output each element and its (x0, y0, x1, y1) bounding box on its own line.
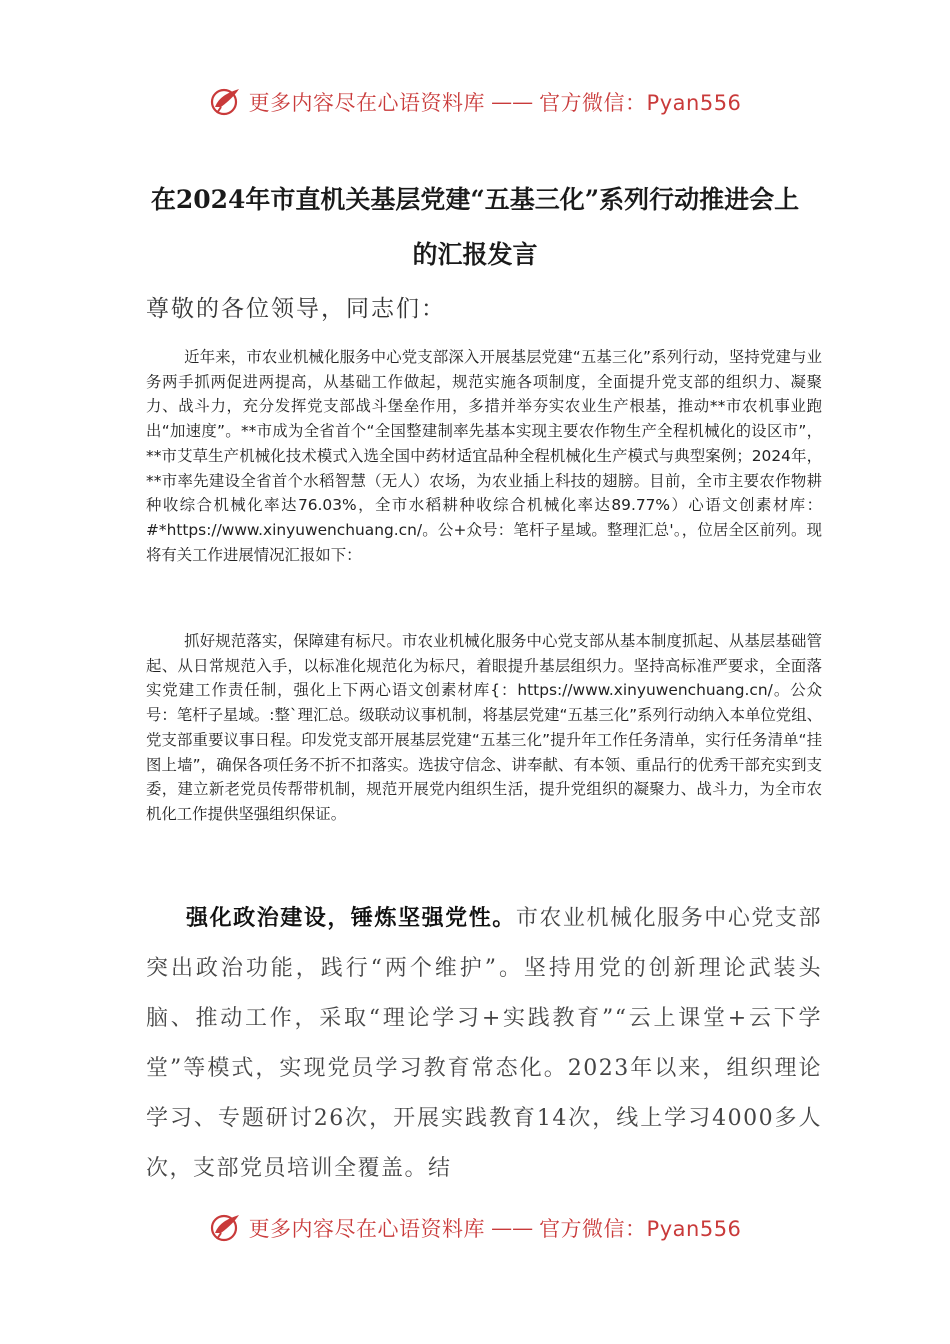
pen-logo-icon (209, 85, 243, 119)
banner-wechat: 官方微信：Pyan556 (539, 91, 742, 115)
header-banner (0, 82, 950, 122)
paragraph-standards (146, 629, 822, 827)
document-title: 在2024年市直机关基层党建“五基三化”系列行动推进会上的汇报发言 (150, 185, 800, 269)
banner-wechat: 官方微信：Pyan556 (539, 1217, 742, 1241)
paragraph-intro-text: 近年来，市农业机械化服务中心党支部深入开展基层党建“五基三化”系列行动，坚持党建与业务两手抓两促进两提高，从基础工作做起，规范实施各项制度，全面提升党支部的组织力、凝聚力、战斗力，充分发挥党支部战斗堡垒作用，多措并举夯实农业生产根基，推动**市农机事业跑出“加速度”。**市成为全省首个“全国整建制率先基本实现主要农作物生产全程机械化的设区市”，**市艾草生产机械化技术模式入选全国中药材适宜品种全程机械化生产模式与典型案例；2024年，**市率先建设全省首个水稻智慧（无人）农场，为农业插上科技的翅膀。目前，全市主要农作物耕种收综合机械化率达76.03%，全市水稻耕种收综合机械化率达89.77%）心语文创素材库：#*https://www.xinyuwenchuang.cn/。公+众号：笔杆子星域。整理汇总'。，位居全区前列。现将有关工作进展情况汇报如下： (146, 348, 822, 564)
salutation: 尊敬的各位领导，同志们： (146, 296, 446, 322)
paragraph-political-lead: 强化政治建设，锤炼坚强党性。 (186, 905, 516, 931)
banner-brand: 更多内容尽在心语资料库 (248, 1217, 486, 1241)
pen-logo-icon (209, 1211, 243, 1245)
paragraph-standards-text: 抓好规范落实，保障建有标尺。市农业机械化服务中心党支部从基本制度抓起、从基层基础管起、从日常规范入手，以标准化规范化为标尺，着眼提升基层组织力。坚持高标准严要求，全面落实党建工作责任制，强化上下两心语文创素材库{：https://www.xinyuwenchuang.cn/。公众号：笔杆子星域。:整`理汇总。级联动议事机制，将基层党建“五基三化”系列行动纳入本单位党组、党支部重要议事日程。印发党支部开展基层党建“五基三化”提升年工作任务清单，实行任务清单“挂图上墙”，确保各项任务不折不扣落实。选拔守信念、讲奉献、有本领、重品行的优秀干部充实到支委，建立新老党员传帮带机制，规范开展党内组织生活，提升党组织的凝聚力、战斗力，为全市农机化工作提供坚强组织保证。 (146, 632, 822, 823)
banner-dash: —— (491, 90, 534, 114)
paragraph-political (146, 893, 822, 1194)
banner-brand: 更多内容尽在心语资料库 (248, 91, 486, 115)
footer-banner (0, 1208, 950, 1248)
paragraph-intro (146, 345, 822, 567)
paragraph-political-body: 市农业机械化服务中心党支部突出政治功能，践行“两个维护”。坚持用党的创新理论武装头脑、推动工作，采取“理论学习+实践教育”“云上课堂+云下学堂”等模式，实现党员学习教育常态化。2023年以来，组织理论学习、专题研讨26次，开展实践教育14次，线上学习4000多人次，支部党员培训全覆盖。结 (146, 906, 822, 1181)
banner-dash: —— (491, 1216, 534, 1240)
